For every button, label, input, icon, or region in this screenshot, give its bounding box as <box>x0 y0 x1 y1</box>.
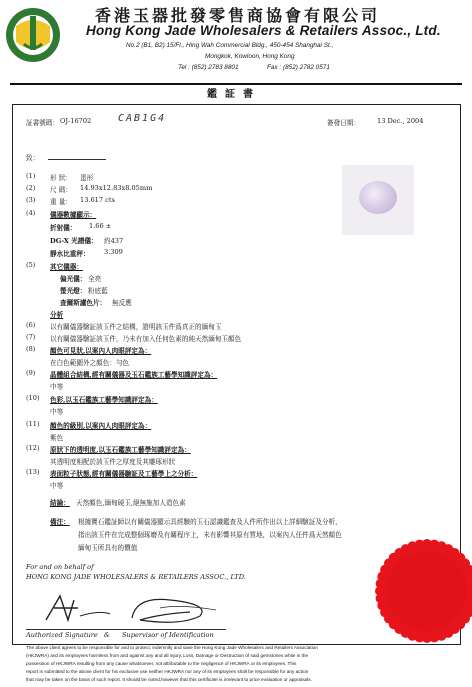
item-num: (6) <box>26 321 36 329</box>
red-foil-seal <box>372 536 472 646</box>
item-value: 其透明度相配於該玉件之厚度及其雕琢形狀 <box>50 458 176 466</box>
item-label: DG-X 光譜儀： <box>50 237 98 245</box>
disclaimer-line-3: possession of HKJWRA resulting from any cause whatsoever, not attributable to the negligence of HKJWRA or its employees. This <box>26 661 297 666</box>
cert-number-label: 証書號碼： <box>26 119 59 127</box>
item-num: (12) <box>26 444 40 452</box>
supervisor-label: Supervisor of Identification <box>122 631 214 639</box>
item-num: (13) <box>26 468 40 476</box>
disclaimer-line-2: (HKJWRA) and its employees harmless from and against any and all injury, Loss, Damage or Destruction of said gemstones while in the <box>26 653 309 658</box>
section-heading: 儀器數據顯示： <box>50 211 97 219</box>
item-num: (2) <box>26 184 36 192</box>
org-name-chinese: 香港玉器批發零售商協會有限公司 <box>95 6 381 25</box>
item-num: (8) <box>26 345 36 353</box>
item-label: 靜水比重秤： <box>50 250 90 258</box>
item-num: (11) <box>26 420 40 428</box>
item-value: 1.66 ± <box>89 222 112 230</box>
section-heading: 色彩,以玉石鑑族工藝學知識評定為： <box>50 396 158 404</box>
item-value: 14.93x12.83x8.05mm <box>80 184 153 192</box>
item-value: 約437 <box>104 237 124 245</box>
item-value: 以有關儀器驗証該玉件之結構，證明該玉件爲真正的緬甸玉 <box>50 323 222 331</box>
address-line-2: Mongkok, Kowloon, Hong Kong <box>205 53 295 60</box>
remarks-line-3: 緬甸玉所具有的價值 <box>78 544 138 552</box>
item-value: 紫色 <box>50 434 64 442</box>
recipient-line <box>48 159 106 160</box>
section-heading: 原狀下的透明度,以玉石鑑族工藝學知識評定為： <box>50 446 191 454</box>
section-heading: 表面粒子狀態,經有關儀器驗証及工藝學上之分析： <box>50 470 198 478</box>
item-value: 蛋形 <box>80 174 94 182</box>
item-value: 全亮 <box>88 275 102 283</box>
cert-number: OJ-16702 <box>60 117 92 125</box>
item-label: 尺 碼： <box>50 186 72 194</box>
recipient-label: 致： <box>26 154 40 162</box>
section-heading: 顏色可見狀,以案內人肉眼評定為： <box>50 347 152 355</box>
item-value: 在白色範圍外之顏色：勻色 <box>50 359 130 367</box>
ampersand: & <box>104 631 110 639</box>
section-heading: 其它儀器： <box>50 263 83 271</box>
org-name-english: Hong Kong Jade Wholesalers & Retailers Assoc., Ltd. <box>86 23 441 38</box>
item-label: 折射儀： <box>50 224 77 232</box>
address-line-1: No.2 (B1, B2) 15/Fl., Hing Wah Commercial Bldg., 450-454 Shanghai St., <box>126 42 334 49</box>
authorized-signature-label: Authorized Signature <box>26 631 98 639</box>
conclusion-text: 天然顏色,緬甸硬玉,絕無施加人造色素 <box>76 499 186 507</box>
disclaimer-line-5: that may be taken on the basis of such report. It should be noted,however that this certificate is irrelevant to price evaluation or appraisals. <box>26 677 312 682</box>
item-num: (4) <box>26 209 36 217</box>
telephone: Tel : (852) 2783 8801 <box>178 64 239 71</box>
item-num: (1) <box>26 172 36 180</box>
item-num: (7) <box>26 333 36 341</box>
association-sign-name: HONG KONG JADE WHOLESALERS & RETAILERS ASSOC., LTD. <box>26 573 246 581</box>
handwritten-signatures <box>40 590 230 630</box>
item-num: (5) <box>26 261 36 269</box>
item-value: 中等 <box>50 383 64 391</box>
issue-date: 13 Dec., 2004 <box>377 117 424 125</box>
certificate-title: 鑑証書 <box>207 89 261 100</box>
section-heading: 顏色的級別,以案內人肉眼評定為： <box>50 422 152 430</box>
remarks-line-2: 指出該玉件在完成整個琢磨及有關程序上，未有影響其原有質地，以案內人任件爲天然顏色 <box>78 531 342 539</box>
on-behalf-line: For and on behalf of <box>26 563 94 571</box>
remarks-line-1: 根據寶石鑑証師以有關儀器顯示具經驗的玉石認識鑑查及人件所作出以上詳細驗証及分析， <box>78 518 342 526</box>
item-value: 13.617 cts <box>80 196 115 204</box>
item-num: (9) <box>26 369 36 377</box>
item-label: 重 量： <box>50 198 72 206</box>
item-num: (10) <box>26 394 40 402</box>
signature-line <box>26 629 226 630</box>
association-logo <box>4 6 62 64</box>
section-heading: 分析 <box>50 311 64 319</box>
conclusion-label: 結論： <box>50 499 70 507</box>
handwritten-reference: CAB1G4 <box>118 113 167 124</box>
disclaimer-line-1: The above client agrees to be responsible for and to protect, indemnify and save the Hong Kong Jade Wholesalers and Retailers Association <box>26 645 318 650</box>
item-label: 查爾斯濾色片： <box>60 299 107 307</box>
item-value: 以有關儀器驗証該玉件，乃未有加入任何色素的純天然緬甸玉顏色 <box>50 335 242 343</box>
disclaimer-line-4: report is submitted to the above client for his exclusive use neither HKJWRA nor any of its employees shall be responsible for any action <box>26 669 309 674</box>
item-value: 中等 <box>50 408 64 416</box>
remarks-label: 備注： <box>50 518 70 526</box>
section-heading: 晶體組合結構,經有關儀器及玉石鑑族工藝學知識評定為： <box>50 371 218 379</box>
issue-date-label: 簽發日期： <box>327 119 360 127</box>
fax: Fax : (852) 2782 0571 <box>267 64 330 71</box>
item-label: 螢光燈： <box>60 287 87 295</box>
item-value: 中等 <box>50 482 64 490</box>
item-value: 3.309 <box>104 248 123 256</box>
item-value: 粉底藍 <box>88 287 108 295</box>
item-num: (3) <box>26 196 36 204</box>
item-label: 形 狀： <box>50 174 72 182</box>
item-label: 偏光儀： <box>60 275 87 283</box>
item-value: 無反應 <box>112 299 132 307</box>
jade-stone-image <box>359 181 397 214</box>
